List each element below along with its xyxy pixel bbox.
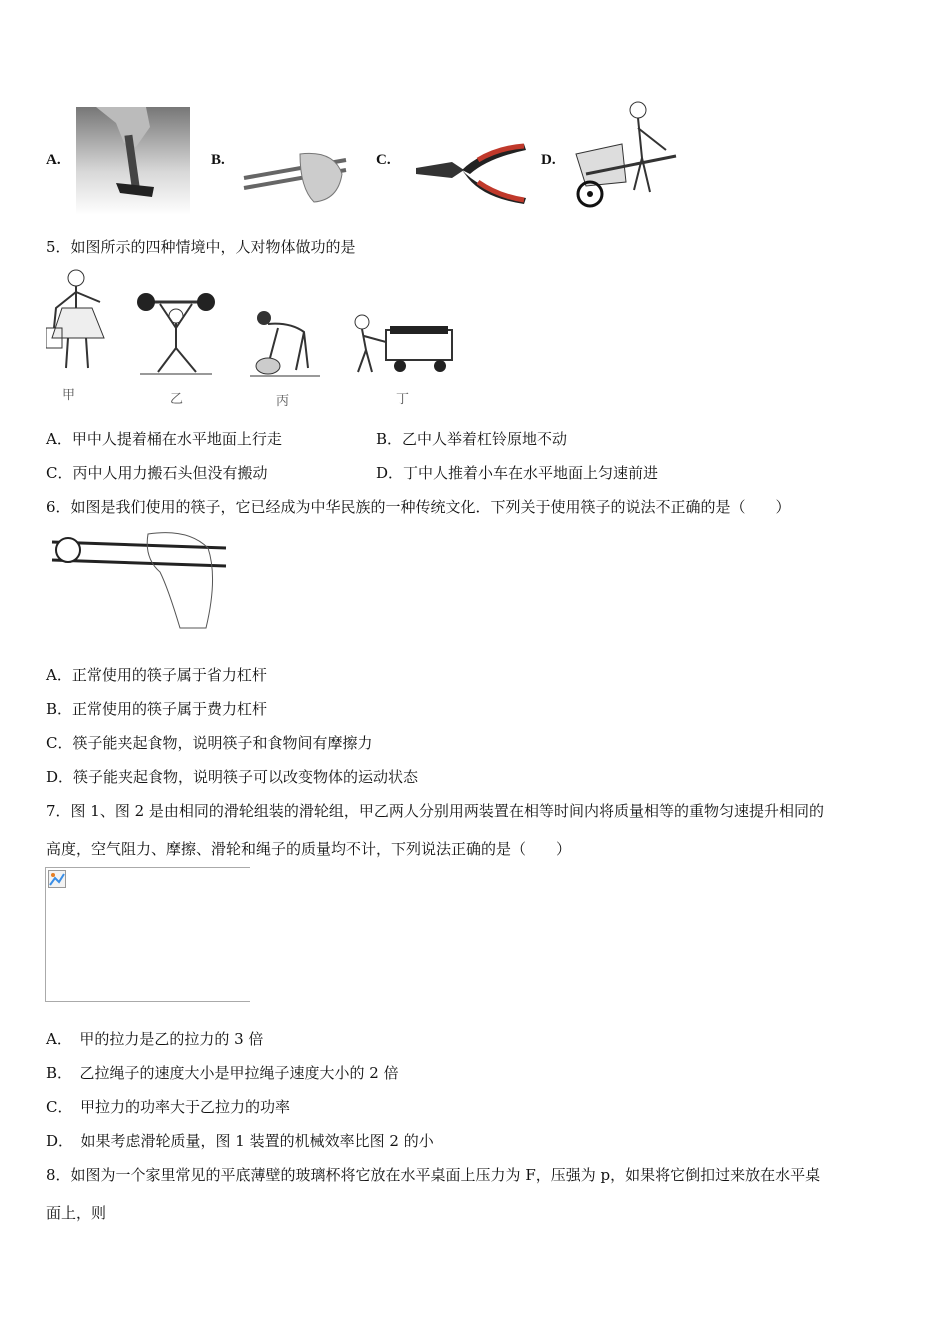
figure-label-bing: 丙 xyxy=(276,394,290,409)
q5-figure-yi xyxy=(136,288,216,378)
q6-option-c: C．筷子能夹起食物，说明筷子和食物间有摩擦力 xyxy=(46,734,373,752)
q7-option-d: D． 如果考虑滑轮质量，图 1 装置的机械效率比图 2 的小 xyxy=(46,1132,434,1150)
q5-figure-bing xyxy=(250,308,322,380)
option-c-letter: C. xyxy=(376,152,391,168)
broken-image-icon xyxy=(48,870,66,888)
q6-stem: 6．如图是我们使用的筷子，它已经成为中华民族的一种传统文化．下列关于使用筷子的说法不正确的是（ ） xyxy=(46,498,791,516)
q6-option-a: A．正常使用的筷子属于省力杠杆 xyxy=(46,666,267,684)
pliers-image xyxy=(412,140,530,206)
figure-label-ding: 丁 xyxy=(396,392,410,407)
figure-label-jia: 甲 xyxy=(62,388,76,403)
tongs-image xyxy=(242,148,350,208)
q7-option-a: A． 甲的拉力是乙的拉力的 3 倍 xyxy=(46,1030,264,1048)
figure-label-yi: 乙 xyxy=(170,392,184,407)
q7-stem-line2: 高度，空气阻力、摩擦、滑轮和绳子的质量均不计，下列说法正确的是（ ） xyxy=(46,840,572,858)
q6-option-d: D．筷子能夹起食物，说明筷子可以改变物体的运动状态 xyxy=(46,768,419,786)
q5-option-c: C．丙中人用力搬石头但没有搬动 xyxy=(46,464,268,482)
q5-option-a: A．甲中人提着桶在水平地面上行走 xyxy=(46,430,282,448)
option-d-letter: D. xyxy=(541,152,556,168)
q5-stem: 5．如图所示的四种情境中，人对物体做功的是 xyxy=(46,238,356,256)
q5-option-b: B．乙中人举着杠铃原地不动 xyxy=(376,430,568,448)
q5-option-d: D．丁中人推着小车在水平地面上匀速前进 xyxy=(376,464,659,482)
q5-figure-jia xyxy=(46,268,112,380)
q5-figure-ding xyxy=(344,312,458,378)
hammer-image xyxy=(76,107,190,215)
chopsticks-image xyxy=(48,528,228,632)
wheelbarrow-image xyxy=(572,100,682,212)
q8-stem-line2: 面上，则 xyxy=(46,1204,107,1222)
q6-option-b: B．正常使用的筷子属于费力杠杆 xyxy=(46,700,268,718)
q7-option-c: C． 甲拉力的功率大于乙拉力的功率 xyxy=(46,1098,290,1116)
q8-stem-line1: 8．如图为一个家里常见的平底薄壁的玻璃杯将它放在水平桌面上压力为 F，压强为 p，如果将它倒扣过来放在水平桌 xyxy=(46,1166,821,1184)
q7-stem-line1: 7．图 1、图 2 是由相同的滑轮组装的滑轮组，甲乙两人分别用两装置在相等时间内将质量相等的重物匀速提升相同的 xyxy=(46,802,824,820)
option-b-letter: B. xyxy=(211,152,225,168)
broken-image-placeholder xyxy=(45,867,250,1002)
q7-option-b: B． 乙拉绳子的速度大小是甲拉绳子速度大小的 2 倍 xyxy=(46,1064,399,1082)
option-a-letter: A. xyxy=(46,152,61,168)
